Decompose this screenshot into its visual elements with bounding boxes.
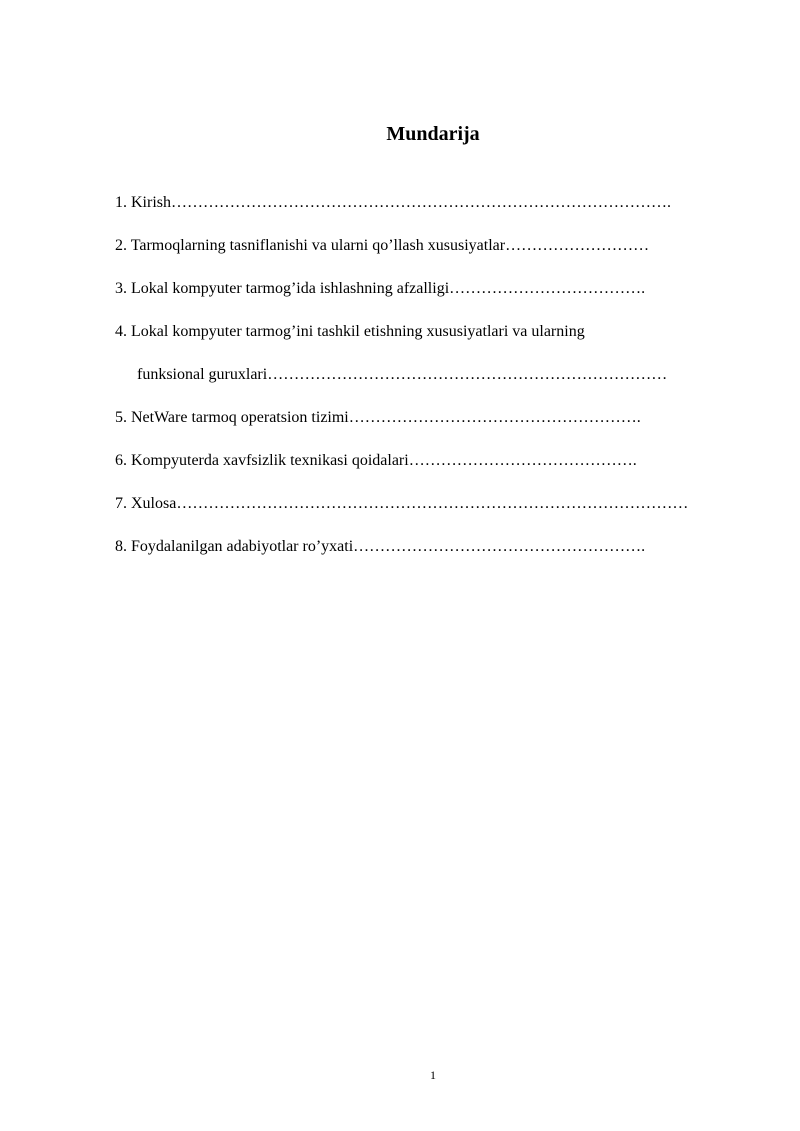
page-number: 1 [430,1068,436,1082]
toc-entry-3: 3. Lokal kompyuter tarmog’ida ishlashning afzalligi………………………………. [115,280,646,297]
toc-entry-2: 2. Tarmoqlarning tasniflanishi va ularni qo’llash xususiyatlar……………………… [115,237,650,254]
toc-entry-1: 1. Kirish…………………………………………………………………………………. [115,194,671,211]
toc-entry-8: 8. Foydalanilgan adabiyotlar ro’yxati………………………………………………. [115,538,646,555]
toc-entry-7: 7. Xulosa…………………………………………………………………………………… [115,495,689,512]
toc-entry-4-continued: funksional guruxlari………………………………………………………………… [137,366,668,383]
toc-entry-4: 4. Lokal kompyuter tarmog’ini tashkil etishning xususiyatlari va ularning [115,323,585,340]
toc-entry-6: 6. Kompyuterda xavfsizlik texnikasi qoidalari……………………………………. [115,452,637,469]
toc-entry-5: 5. NetWare tarmoq operatsion tizimi………………………………………………. [115,409,641,426]
page-title: Mundarija [386,123,480,145]
